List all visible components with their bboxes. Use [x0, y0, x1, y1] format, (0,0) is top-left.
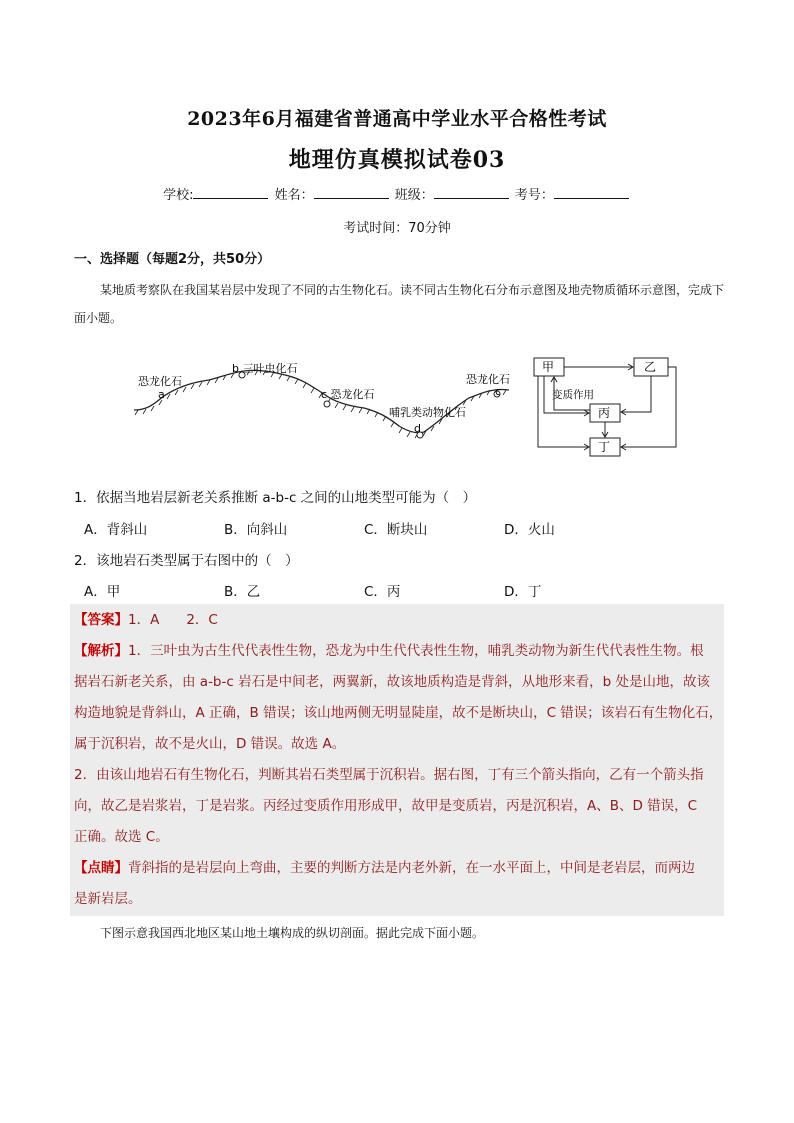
fossil-c-marker	[324, 401, 330, 407]
q1-option-d[interactable]: D．火山	[504, 522, 555, 538]
answer-tag: 【答案】	[74, 612, 128, 628]
analysis-block	[74, 636, 724, 915]
box-yi-label: 乙	[644, 360, 657, 374]
id-label: 考号：	[514, 188, 554, 203]
box-bing-label: 丙	[598, 406, 611, 420]
class-label: 班级：	[394, 188, 434, 203]
analysis-line-1: 1．三叶虫为古生代代表性生物，恐龙为中生代代表性生物，哺乳类动物为新生代代表性生物。根	[128, 643, 704, 659]
terrain-hatching	[135, 370, 506, 438]
section-heading: 一、选择题（每题2分，共50分）	[74, 252, 271, 267]
q1-option-c[interactable]: C．断块山	[364, 522, 428, 538]
question-2-stem: 2．该地岩石类型属于右图中的（ ）	[74, 553, 299, 569]
analysis-tag: 【解析】	[74, 643, 128, 659]
analysis-line-3: 构造地貌是背斜山，A 正确，B 错误；该山地两侧无明显陡崖，故不是断块山，C 错误；该岩石有生物化石，	[74, 705, 723, 721]
id-blank[interactable]	[554, 186, 629, 199]
question-1-stem: 1．依据当地岩层新老关系推断 a-b-c 之间的山地类型可能为（ ）	[74, 490, 477, 506]
metamorphism-label: 变质作用	[552, 389, 594, 401]
q2-option-d[interactable]: D．丁	[504, 584, 542, 600]
fossil-e-label: 恐龙化石	[466, 373, 510, 386]
analysis-line-5: 2．由该山地岩石有生物化石，判断其岩石类型属于沉积岩。据右图，丁有三个箭头指向，乙有一个箭头指	[74, 767, 704, 783]
name-label: 姓名：	[274, 188, 314, 203]
school-blank[interactable]	[193, 186, 268, 199]
q2-option-c[interactable]: C．丙	[364, 584, 401, 600]
fossil-a-mark: a	[158, 388, 165, 401]
answer-line	[74, 605, 724, 636]
analysis-line-4: 属于沉积岩，故不是火山，D 错误。故选 A。	[74, 736, 346, 752]
q1-option-b[interactable]: B．向斜山	[224, 522, 288, 538]
question-intro: 某地质考察队在我国某岩层中发现了不同的古生物化石。读不同古生物化石分布示意图及地壳物质循环示意图，完成下面小题。	[74, 283, 725, 325]
student-info-line	[0, 184, 794, 203]
fossil-d-label: 哺乳类动物化石	[389, 406, 466, 419]
question-2-options	[84, 580, 724, 600]
box-jia-label: 甲	[542, 360, 555, 374]
fossil-b-label: b 三叶虫化石	[232, 362, 298, 375]
exam-title: 2023年6月福建省普通高中学业水平合格性考试	[187, 108, 607, 130]
fossil-d-mark: d	[414, 422, 421, 435]
fossil-c-label: c 恐龙化石	[321, 388, 375, 401]
figure-diagrams	[124, 352, 684, 462]
name-blank[interactable]	[314, 186, 389, 199]
q2-option-b[interactable]: B．乙	[224, 584, 261, 600]
next-question-intro: 下图示意我国西北地区某山地土壤构成的纵切剖面。据此完成下面小题。	[100, 926, 485, 940]
answer-text: 1．A 2．C	[128, 612, 218, 628]
question-1-options	[84, 518, 724, 538]
tip-line-1: 背斜指的是岩层向上弯曲，主要的判断方法是内老外新，在一水平面上，中间是老岩层，而两边	[128, 860, 695, 876]
school-label: 学校:	[163, 188, 194, 203]
exam-subtitle: 地理仿真模拟试卷03	[288, 147, 506, 173]
box-ding-label: 丁	[598, 440, 611, 454]
rock-cycle-diagram	[534, 358, 676, 456]
fossil-profile-diagram	[134, 361, 510, 438]
terrain-line	[134, 370, 509, 432]
tip-line-2: 是新岩层。	[74, 891, 142, 907]
class-blank[interactable]	[434, 186, 509, 199]
analysis-line-7: 正确。故选 C。	[74, 829, 169, 845]
analysis-line-6: 向，故乙是岩浆岩，丁是岩浆。丙经过变质作用形成甲，故甲是变质岩，丙是沉积岩，A、B、D 错误，C	[74, 798, 698, 814]
fossil-e-mark: c	[495, 385, 502, 398]
exam-time: 考试时间：70分钟	[343, 221, 451, 236]
q2-option-a[interactable]: A．甲	[84, 584, 121, 600]
tip-tag: 【点睛】	[74, 860, 128, 876]
q1-option-a[interactable]: A．背斜山	[84, 522, 148, 538]
fossil-a-label: 恐龙化石	[138, 375, 182, 388]
analysis-line-2: 据岩石新老关系，由 a-b-c 岩石是中间老，两翼新，故该地质构造是背斜，从地形来看，b 处是山地，故该	[74, 674, 710, 690]
